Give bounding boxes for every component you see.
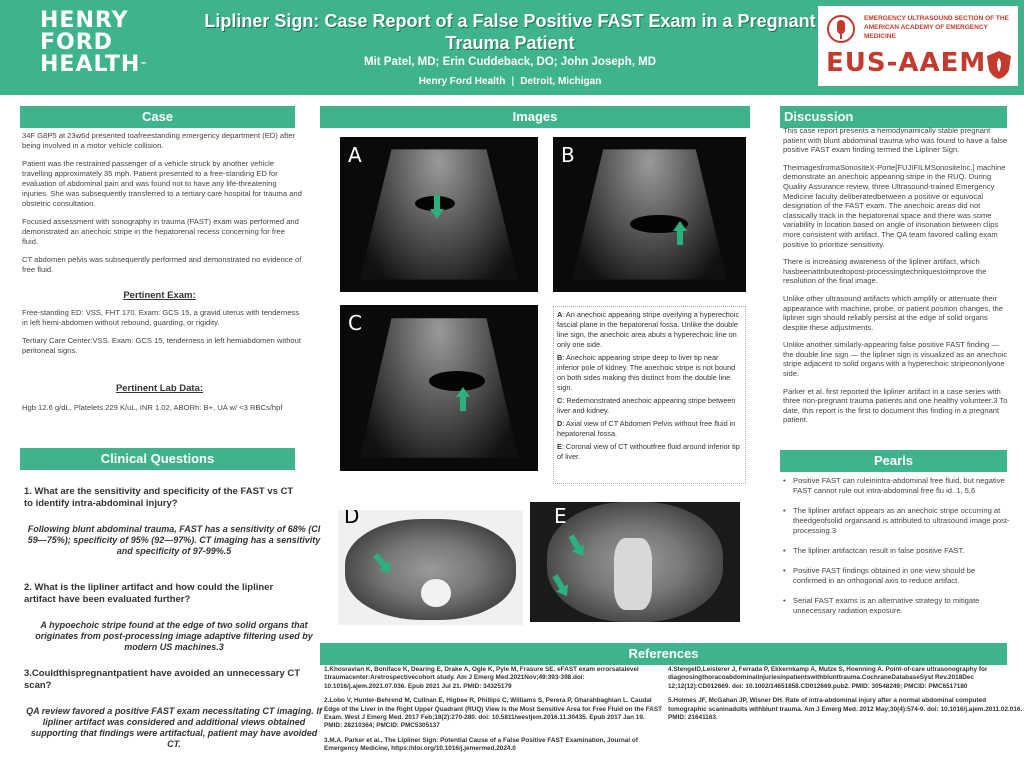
discussion-paragraph: Unlike other ultrasound artifacts which amplify or attenuate their appearance with machine, probe, or patient position changes, the lipliner sign should reliably persist at the edge of solid organs despite these adjustments.: [783, 293, 1003, 332]
logo-line-3: HEALTH: [40, 52, 141, 77]
exam-paragraph: Free-standing ED: VSS, FHT 170. Exam: GCS 15, a gravid uterus with tenderness in left hemi-abdomen without rebound, guarding, or rigidity.: [22, 308, 300, 327]
image-label: A: [348, 143, 362, 167]
ct-axial-image-d: [338, 510, 523, 625]
green-arrow-icon: [456, 387, 470, 411]
image-label: E: [554, 504, 567, 528]
green-arrow-icon: [430, 195, 444, 219]
ct-coronal-image-e: [530, 502, 740, 622]
reference-item: 1.Khosravian K, Boniface K, Dearing E, Drake A, Ogle K, Pyle M, Frasure SE. eFAST exam errorsatalevel 1traumacenter:Aretrospectivecohort study. Am J Emerg Med.2021Nov;49:393-398.doi: 10.1016/j.ajem.2021.07.036. Epub 2021 Jul 21. PMID: 34325179: [324, 666, 639, 690]
reference-item: 3.M.A. Parker et al., The Lipliner Sign: Potential Cause of a False Positive FAST Examination, Journal of Emergency Medicine, https://doi.org/10.1016/j.jemermed.2024.0: [324, 736, 638, 753]
case-paragraph: Patient was the restrained passenger of a vehicle struck by another vehicle travelling approximately 35 mph. Patient presented to a free-standing ED for evaluation of abdominal pain and was found not to have any life-threatening injuries. She was subsequently transferred to a tertiary care hospital for trauma and obstetric consultation.: [22, 159, 302, 208]
case-heading: Case: [20, 106, 295, 128]
ultrasound-image-b: [553, 137, 746, 292]
references-left: [324, 666, 664, 760]
poster-affiliation: Henry Ford Health | Detroit, Michigan: [418, 76, 602, 87]
pearls-heading: Pearls: [780, 450, 1007, 472]
henry-ford-health-logo: [40, 10, 147, 76]
references-heading: References: [320, 643, 1007, 665]
case-body: [22, 131, 302, 283]
ultrasound-image-a: [340, 137, 538, 292]
eus-section-text: EMERGENCY ULTRASOUND SECTION OF THE AMERICAN ACADEMY OF EMERGENCY MEDICINE: [864, 15, 1009, 40]
pearl-item: • The lipliner artifactcan result in false positive FAST.: [783, 546, 1010, 556]
shield-icon: [986, 50, 1012, 80]
reference-item: 4.StengelD,Leisterer J, Ferrada P, Ekkernkamp A, Mutze S, Hoenning A. Point-of-care ultrasonography for diagnosingthoracoabdominalinjuriesinpatientswithblunttrauma.CochraneDatabaseSyst Rev.2018Dec 12;12(12):CD012669. doi: 10.1002/14651858.CD012669.pub2. PMID: 30548249; PMCID: PMC6517180: [668, 666, 988, 690]
pertinent-exam-body: [22, 308, 302, 364]
poster-header: [0, 0, 1024, 95]
affiliation-location: Detroit, Michigan: [520, 76, 602, 87]
image-label: D: [344, 510, 360, 528]
discussion-paragraph: This case report presents a hemodynamically stable pregnant patient with blunt abdominal trauma who was found to have a false positive FAST exam finding termed the Lipliner Sign.: [783, 126, 1008, 155]
reference-item: 2.Lobo V, Hunter-Behrend M, Cullnan E, Higbee R, Phillips C, Williams S, Perera P, Gharahbaghian L. Caudal Edge of the Liver in the Right Upper Quadrant (RUQ) View Is the Most Sensitive Area for Free Fluid on the FAST Exam. West J Emerg Med. 2017 Feb;18(2):270-280. doi: 10.5811/westjem.2016.11.30435. Epub 2017 Jan 19. PMID: 28210364; PMCID: PMC5305137: [324, 697, 663, 730]
affiliation-name: Henry Ford Health: [418, 76, 506, 87]
pearl-item: • Serial FAST exams is an alternative strategy to mitigate unnecessary radiation exposure.: [783, 596, 1010, 616]
microphone-icon: [826, 14, 856, 44]
poster-title: Lipliner Sign: Case Report of a False Positive FAST Exam in a Pregnant Trauma Patient: [204, 11, 816, 53]
pertinent-lab-body: Hgb 12.6 g/dL, Platelets 229 K/uL, INR 1.02, ABORh: B+, UA w/ <3 RBCs/hpf: [22, 403, 283, 412]
answer-3: QA review favored a positive FAST exam necessitating CT imaging. If lipliner artifact was considered and additional views obtained supporting that findings were artifactual, patient may have avoided CT.: [26, 706, 322, 749]
pearl-item: • Positive FAST findings obtained in one view should be confirmed in an orthogonal axis to reduce artifact.: [783, 566, 1010, 586]
caption-a: A: An anechoic appearing stripe overlying a hyperechoic fascial plane in the hepatorenal fossa. Unlike the double line sign, the anechoic area abuts a hyperechoic line on only one side.: [557, 310, 740, 349]
question-1: 1. What are the sensitivity and specificity of the FAST vs CT to identify intra-abdominal injury?: [24, 486, 294, 509]
caption-e: E: Coronal view of CT withoutfree fluid around inferior tip of liver.: [557, 442, 740, 461]
ultrasound-image-c: [340, 305, 538, 471]
caption-d: D: Axial view of CT Abdomen Pelvis without free fluid in hepatorenal fossa.: [557, 419, 736, 438]
answer-1: Following blunt abdominal trauma, FAST has a sensitivity of 68% (CI 59—75%); specificity of 95% (92—97%). CT imaging has a sensitivity and specificity of 97-99%.5: [27, 524, 321, 556]
answer-2: A hypoechoic stripe found at the edge of two solid organs that originates from post-processing image adaptive filtering used by modern US machines.3: [35, 620, 313, 652]
discussion-paragraph: TheimagesfromaSonositeX-Porte[FUJIFILMSonositeInc.] machine demonstrate an anechoic appearing stripe in the RUQ. During Quality Assurance review, three Ultrasound-trained Emergency Medicine faculty deliberatedbetween a positive or equivocal designation of the FAST exam. The anechoic areas did not classically track in the hepatorenal space and there was some variability in location based on angle of insonation between clips more consistent with artifact. The QA team favored calling exam positive to prioritize sensitivity.: [783, 162, 1006, 249]
pertinent-lab-heading: Pertinent Lab Data:: [115, 383, 204, 394]
logo-line-1: HENRY: [40, 8, 129, 33]
eus-aaem-logo: [818, 6, 1018, 86]
pearl-item: • The lipliner artifact appears as an anechoic stripe occurring at theedgeofsolid organsand is attributed to ultrasound image post-processing.3: [783, 506, 1010, 536]
question-2: 2. What is the lipliner artifact and how could the lipliner artifact have been evaluated further?: [24, 582, 274, 605]
caption-b: B: Anechoic appearing stripe deep to liver tip near inferior pole of kidney. The anechoic stripe is not bound on both sides making this distinct from the double line sign.: [557, 353, 736, 392]
caption-c: C: Redemonstrated anechoic appearing stripe between liver and kidney.: [557, 396, 736, 415]
pertinent-exam-heading: Pertinent Exam:: [123, 290, 196, 301]
case-paragraph: CT abdomen pelvis was subsequently performed and demonstrated no evidence of free fluid.: [22, 255, 302, 274]
green-arrow-icon: [673, 221, 687, 245]
pearls-list: [783, 476, 1010, 626]
eus-aaem-wordmark: EUS-AAEM: [826, 48, 987, 78]
logo-trademark: ™: [140, 61, 148, 69]
image-label: B: [561, 143, 575, 167]
logo-line-2: FORD: [40, 30, 113, 55]
question-3: 3.Couldthispregnantpatient have avoided an unnecessary CT scan?: [24, 668, 301, 691]
discussion-body: [783, 126, 1010, 433]
reference-item: 5.Holmes JF, McGahan JP, Wisner DH. Rate of intra-abdominal injury after a normal abdominal computed tomographic scaninadults withblunt trauma. Am J Emerg Med. 2012 May;30(4):574-9. doi: 10.1016/j.ajem.2011.02.016. PMID: 21641163.: [668, 697, 1023, 722]
images-heading: Images: [320, 106, 750, 128]
case-paragraph: Focused assessment with sonography in trauma (FAST) exam was performed and demonstrated an anechoic stripe in the hepatorenal recess concerning for free fluid.: [22, 217, 299, 246]
image-label: C: [348, 311, 362, 335]
exam-paragraph: Tertiary Care Center:VSS. Exam: GCS 15, tenderness in left hemiabdomen without peritoneal signs.: [22, 336, 301, 355]
references-right: [668, 666, 1024, 726]
discussion-paragraph: There is increasing awareness of the lipliner artifact, which hasbeenattributedtopost-processingtechniquestoimprove the resolution of the final image.: [783, 257, 987, 286]
discussion-paragraph: Parker et al. first reported the lipliner artifact in a case series with three non-pregnant trauma patients and one healthy volunteer.3 To date, this report is the first to document this finding in a pregnant patient.: [783, 386, 1008, 425]
poster-authors: Mit Patel, MD; Erin Cuddeback, DO; John Joseph, MD: [364, 56, 656, 68]
pearl-item: • Positive FAST can ruleinintra-abdominal free fluid, but negative FAST cannot rule out intra-abdominal free flu id. 1, 5,6: [783, 476, 1010, 496]
discussion-heading: Discussion: [780, 106, 1007, 128]
clinical-questions-heading: Clinical Questions: [20, 448, 295, 470]
images-caption: [553, 306, 746, 484]
discussion-paragraph: Unlike another similarly-appearing false positive FAST finding — the double line sign — the lipliner sign is visualized as an anechoic stripe adjacent to solid organs with a hyperechoic stripeononlyone side.: [783, 340, 1008, 379]
case-paragraph: 34F G8P5 at 23w6d presented toafreestanding emergency department (ED) after being involved in a motor vehicle collision.: [22, 131, 296, 150]
